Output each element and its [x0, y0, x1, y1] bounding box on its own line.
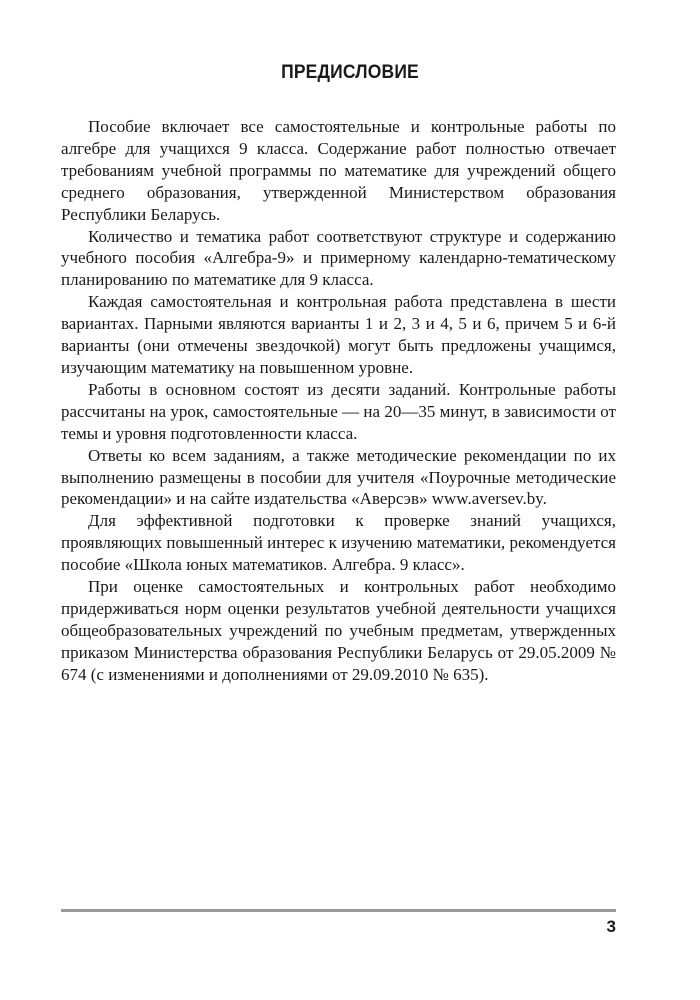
footer-divider — [61, 909, 616, 912]
paragraph: Количество и тематика работ соответствуют структуре и содержанию учебного пособия «Алгебра-9» и примерному календарно-тематическому планированию по математике для 9 класса. — [61, 226, 616, 290]
page-number: 3 — [606, 917, 616, 936]
paragraph: Для эффективной подготовки к проверке знаний учащихся, проявляющих повышенный интерес к изучению математики, рекомендуется пособие «Школа юных математиков. Алгебра. 9 класс». — [61, 511, 616, 575]
paragraph: Работы в основном состоят из десяти заданий. Контрольные работы рассчитаны на урок, самостоятельные — на 20—35 минут, в зависимости от темы и уровня подготовленности класса. — [61, 379, 616, 443]
paragraph: Пособие включает все самостоятельные и контрольные работы по алгебре для учащихся 9 класса. Содержание работ полностью отвечает требованиям учебной программы по математике для учреждений общего среднего образования, утвержденной Министерством образования Республики Беларусь. — [61, 117, 616, 224]
paragraph: При оценке самостоятельных и контрольных работ необходимо придерживаться норм оценки результатов учебной деятельности учащихся общеобразовательных учреждений по учебным предметам, утвержденных приказом Министерства образования Республики Беларусь от 29.05.2009 № 674 (с изменениями и дополнениями от 29.09.2010 № 635). — [61, 577, 616, 684]
page-title: ПРЕДИСЛОВИЕ — [281, 62, 419, 83]
paragraph: Ответы ко всем заданиям, а также методические рекомендации по их выполнению размещены в пособии для учителя «Поурочные методические рекомендации» и на сайте издательства «Аверсэв» www.aversev.by. — [61, 445, 616, 509]
preface-text — [61, 116, 616, 686]
paragraph: Каждая самостоятельная и контрольная работа представлена в шести вариантах. Парными являются варианты 1 и 2, 3 и 4, 5 и 6, причем 5 и 6-й варианты (они отмечены звездочкой) могут быть предложены учащимся, изучающим математику на повышенном уровне. — [61, 292, 616, 377]
